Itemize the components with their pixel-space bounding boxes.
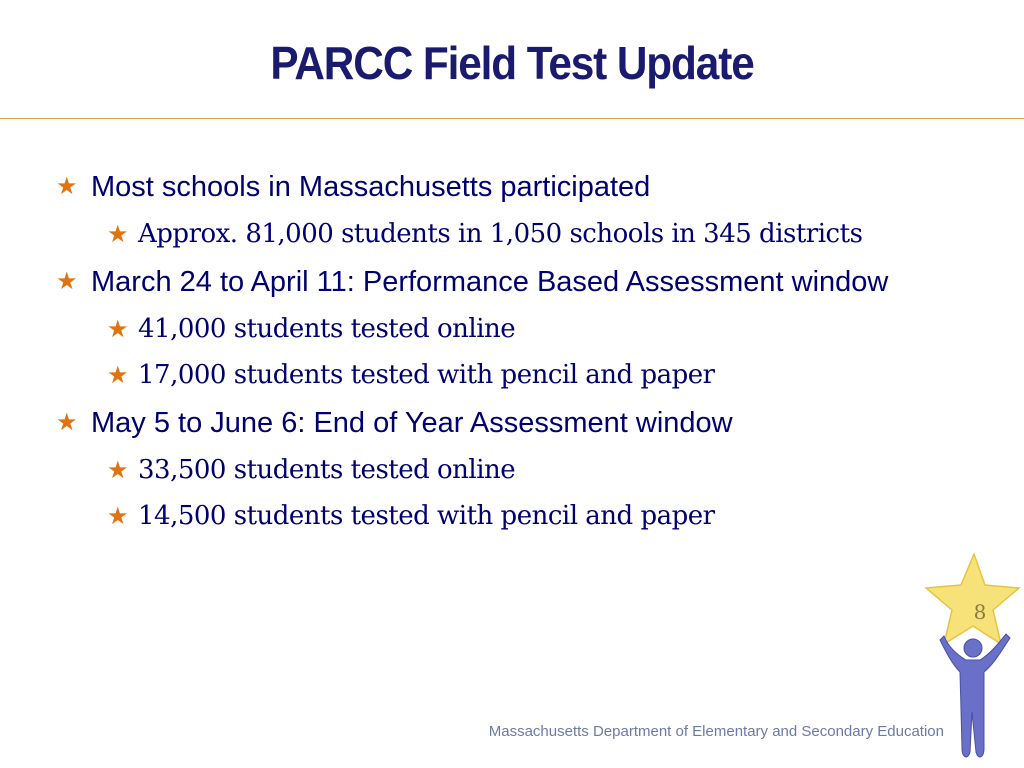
title-divider (0, 118, 1024, 119)
star-shape (926, 554, 1019, 644)
sub-bullet-text: 14,500 students tested with pencil and paper (138, 501, 715, 531)
bullet-item (56, 401, 936, 445)
sub-bullet-item (107, 213, 936, 255)
star-bullet-icon: ★ (107, 361, 129, 389)
sub-bullet-text: Approx. 81,000 students in 1,050 schools in 345 districts (138, 219, 863, 249)
bullet-item (56, 165, 936, 209)
sub-bullet-item (107, 308, 936, 350)
bullet-text: March 24 to April 11: Performance Based Assessment window (91, 266, 889, 298)
star-bullet-icon: ★ (56, 173, 78, 200)
sub-bullet-text: 17,000 students tested with pencil and paper (138, 360, 715, 390)
sub-bullet-item (107, 495, 936, 537)
star-bullet-icon: ★ (107, 220, 129, 248)
star-bullet-icon: ★ (107, 315, 129, 343)
sub-bullet-item (107, 354, 936, 396)
bullet-text: Most schools in Massachusetts participated (91, 171, 651, 203)
slide-title: PARCC Field Test Update (270, 37, 754, 89)
bullet-item (56, 260, 936, 304)
page-number: 8 (973, 600, 987, 624)
star-bullet-icon: ★ (56, 409, 78, 436)
star-bullet-icon: ★ (107, 456, 129, 484)
star-bullet-icon: ★ (107, 502, 129, 530)
sub-bullet-text: 41,000 students tested online (138, 314, 516, 344)
star-bullet-icon: ★ (56, 268, 78, 295)
bullet-list (56, 160, 936, 537)
sub-bullet-text: 33,500 students tested online (138, 455, 516, 485)
figure-head (964, 639, 982, 657)
footer-text: Massachusetts Department of Elementary and Secondary Education (488, 723, 944, 740)
sub-bullet-item (107, 449, 936, 491)
bullet-text: May 5 to June 6: End of Year Assessment window (91, 407, 733, 439)
